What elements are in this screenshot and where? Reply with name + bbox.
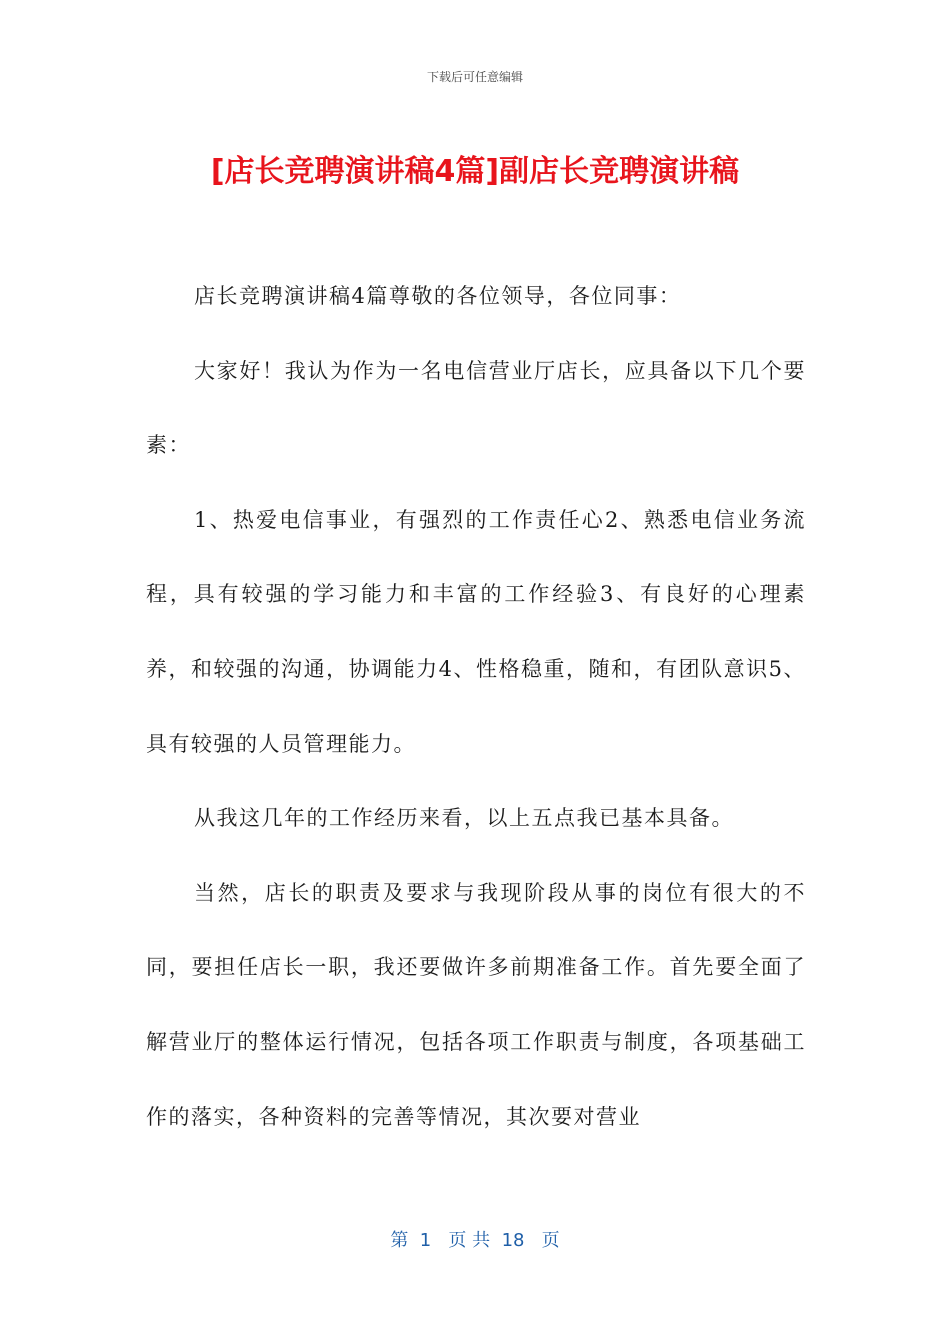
paragraph: 当然，店长的职责及要求与我现阶段从事的岗位有很大的不同，要担任店长一职，我还要做许多前期准备工作。首先要全面了解营业厅的整体运行情况，包括各项工作职责与制度，各项基础工作的落实，各种资料的完善等情况，其次要对营业 bbox=[146, 880, 806, 1129]
document-title: [店长竞聘演讲稿4篇]副店长竞聘演讲稿 bbox=[210, 154, 740, 189]
page-number-footer: 第 1 页 共 18 页 bbox=[390, 1230, 560, 1251]
header-note: 下载后可任意编辑 bbox=[426, 70, 523, 84]
paragraph: 1、热爱电信事业，有强烈的工作责任心2、熟悉电信业务流程，具有较强的学习能力和丰富的工作经验3、有良好的心理素养，和较强的沟通，协调能力4、性格稳重，随和，有团队意识5、具有较强的人员管理能力。 bbox=[146, 507, 806, 756]
paragraph: 店长竞聘演讲稿4篇尊敬的各位领导，各位同事： bbox=[194, 284, 682, 308]
paragraph: 大家好！我认为作为一名电信营业厅店长，应具备以下几个要素： bbox=[146, 358, 806, 458]
document-body bbox=[146, 259, 806, 1154]
paragraph: 从我这几年的工作经历来看，以上五点我已基本具备。 bbox=[194, 806, 734, 831]
